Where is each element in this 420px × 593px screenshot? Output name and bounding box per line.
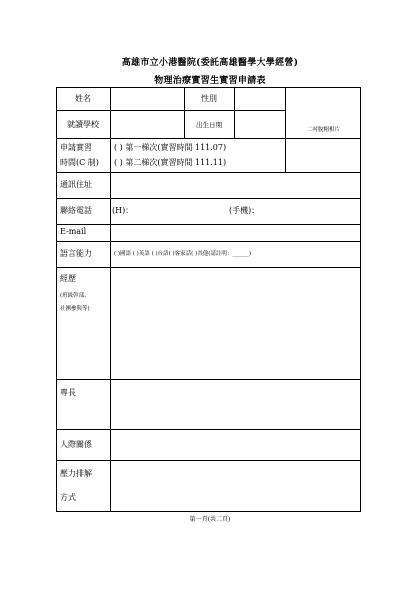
phone-mobile-field[interactable]: (手機)：	[229, 206, 260, 215]
address-field[interactable]	[111, 173, 360, 198]
birth-field[interactable]	[235, 111, 285, 138]
school-field[interactable]	[111, 111, 183, 138]
period-option-1[interactable]: ( ) 第一梯次(實習時間 111.07)	[114, 143, 227, 152]
stress-label-2: 方式	[60, 493, 76, 502]
form-subtitle: 物理治療實習生實習申請表	[154, 76, 266, 86]
name-label: 姓名	[75, 94, 91, 103]
phone-label: 聯絡電話	[60, 206, 92, 215]
application-form	[56, 87, 361, 512]
experience-note-2: 社團參與等)	[60, 306, 90, 312]
experience-label: 經歷	[60, 274, 76, 283]
email-label: E-mail	[60, 227, 87, 236]
specialty-label: 專長	[60, 388, 76, 397]
gender-label: 性別	[201, 94, 217, 103]
birth-label: 出生日期	[196, 121, 222, 129]
language-options[interactable]: ( )國語 ( )英語 ( )台語( )客家話( )其他(請註明：______)	[114, 251, 251, 257]
form-title: 高雄市立小港醫院(委託高雄醫學大學經營)	[121, 58, 299, 68]
photo-box[interactable]	[286, 88, 360, 172]
address-label: 通訊住址	[60, 180, 92, 189]
experience-field[interactable]	[111, 268, 360, 379]
relations-label: 人際關係	[60, 440, 92, 449]
experience-note-1: (班級幹部、	[60, 293, 90, 299]
period-label-1: 申請實習	[60, 143, 92, 152]
relations-field[interactable]	[111, 430, 360, 460]
gender-field[interactable]	[235, 88, 285, 110]
specialty-field[interactable]	[111, 380, 360, 429]
language-label: 語言能力	[60, 249, 92, 258]
photo-label: 二吋脫帽相片	[306, 127, 340, 133]
name-field[interactable]	[111, 88, 183, 110]
phone-home-field[interactable]: (H)：	[112, 206, 134, 215]
period-option-2[interactable]: ( ) 第二梯次(實習時間 111.11)	[114, 158, 227, 167]
page-number: 第一頁(共二頁)	[189, 516, 231, 523]
email-field[interactable]	[111, 225, 360, 241]
period-label-2: 時間(C 制)	[60, 158, 99, 167]
stress-label-1: 壓力排解	[60, 469, 92, 478]
school-label: 就讀學校	[67, 120, 99, 129]
stress-field[interactable]	[111, 461, 360, 511]
